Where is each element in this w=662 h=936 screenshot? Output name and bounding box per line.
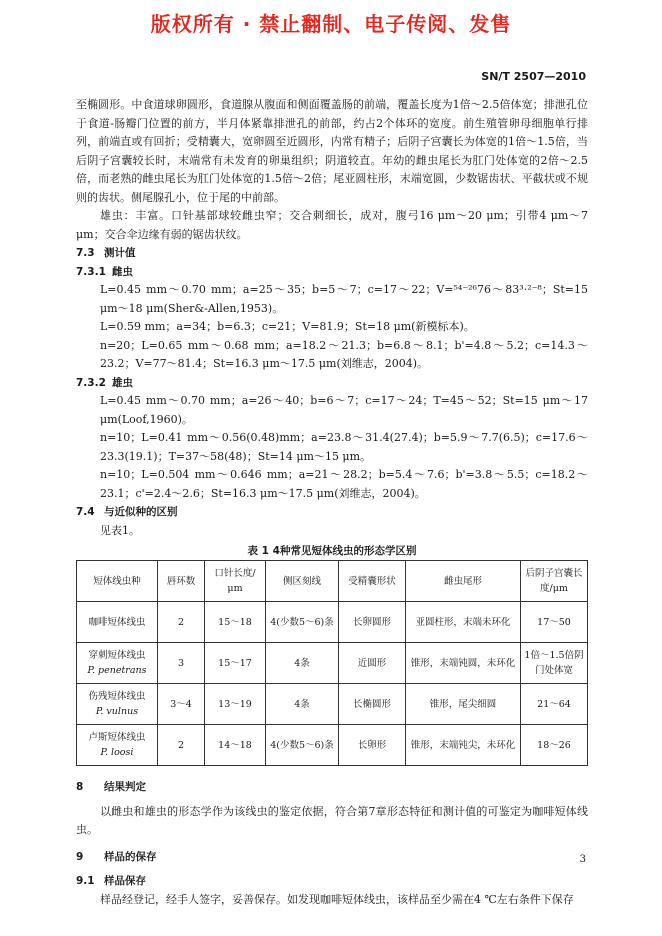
table-header-cell: 侧区刻线 — [266, 561, 339, 602]
page-number: 3 — [579, 854, 586, 865]
species-name: 卢斯短体线虫 — [88, 732, 146, 743]
male-measurement-3: n=10；L=0.504 mm～0.646 mm；a=21～28.2；b=5.4～7.6；b'=3.8～5.5；c=18.2～23.1；c'=2.4～2.6；St=16.3 μm～17.5 μm(刘维志，2004)。 — [100, 468, 588, 500]
table-row — [77, 643, 588, 684]
section-title: 测计值 — [104, 247, 136, 259]
species-name: 穿刺短体线虫 — [88, 650, 146, 661]
section-title: 样品的保存 — [104, 850, 157, 863]
lateral-field-cell: 4条 — [266, 643, 339, 684]
species-latin-name: P. vulnus — [95, 706, 139, 717]
male-measurement-1: L=0.45 mm～0.70 mm；a=26～40；b=6～7；c=17～24；T=45～52；St=15 μm～17 μm(Loof,1960)。 — [100, 394, 588, 426]
section-number: 7.3.2 — [76, 376, 106, 389]
female-measurement-2: L=0.59 mm；a=34；b=6.3；c=21；V=81.9；St=18 μm(新模标本)。 — [100, 320, 475, 333]
section-title: 雄虫 — [112, 376, 133, 389]
see-table-text: 见表1。 — [100, 523, 140, 537]
table-header-cell: 受精囊形状 — [339, 561, 406, 602]
species-name: 伤残短体线虫 — [88, 691, 146, 702]
document-body — [76, 96, 588, 909]
section-9-1-text: 样品经登记，经手人签字，妥善保存。如发现咖啡短体线虫，该样品至少需在4 ℃左右条件下保存 — [100, 892, 574, 906]
male-measurement-2: n=10；L=0.41 mm～0.56(0.48)mm；a=23.8～31.4(27.4)；b=5.9～7.7(6.5)；c=17.6～23.3(19.1)；T=37～58(48)；St=14 μm～15 μm。 — [100, 431, 588, 463]
table-header-cell: 雌虫尾形 — [406, 561, 521, 602]
section-number: 7.3.1 — [76, 265, 106, 278]
lateral-field-cell: 4(少数5～6)条 — [266, 602, 339, 643]
standard-code: SN/T 2507—2010 — [481, 70, 586, 83]
table-title: 表 1 4种常见短体线虫的形态学区别 — [247, 545, 417, 557]
tail-shape-cell: 锥形，末端钝圆，未环化 — [406, 643, 521, 684]
section-number: 7.4 — [76, 506, 95, 518]
species-cell — [77, 684, 158, 725]
table-header-cell: 口针长度/μm — [205, 561, 266, 602]
section-8-heading — [76, 778, 588, 797]
species-cell — [77, 643, 158, 684]
spermatheca-cell: 长椭圆形 — [339, 684, 406, 725]
lateral-field-cell: 4(少数5～6)条 — [266, 725, 339, 766]
male-description: 雄虫：丰富。口针基部球较雌虫窄；交合刺细长，成对，腹弓16 μm～20 μm；引带4 μm～7 μm；交合伞边缘有弱的锯齿状纹。 — [76, 209, 588, 241]
section-title: 结果判定 — [104, 781, 146, 793]
species-name: 咖啡短体线虫 — [88, 616, 146, 628]
lateral-field-cell: 4条 — [266, 684, 339, 725]
section-number: 7.3 — [76, 247, 95, 259]
species-latin-name: P. loosi — [100, 747, 134, 758]
species-cell — [77, 725, 158, 766]
tail-shape-cell: 锥形，尾尖细圆 — [406, 684, 521, 725]
copyright-watermark: 版权所有 · 禁止翻制、电子传阅、发售 — [150, 12, 512, 36]
section-title: 样品保存 — [104, 875, 146, 887]
table-row — [77, 725, 588, 766]
section-7-3-heading — [76, 244, 588, 263]
section-number: 9 — [76, 850, 84, 863]
stylet-cell: 13～19 — [205, 684, 266, 725]
stylet-cell: 15～18 — [205, 602, 266, 643]
spermatheca-cell: 近圆形 — [339, 643, 406, 684]
tail-shape-cell: 亚圆柱形，末端未环化 — [406, 602, 521, 643]
section-9-1-heading — [76, 872, 588, 891]
table-header-cell: 唇环数 — [158, 561, 205, 602]
spermatheca-cell: 长卵圆形 — [339, 602, 406, 643]
pus-length-cell: 17～50 — [521, 602, 588, 643]
female-measurement-3: n=20；L=0.65 mm～0.68 mm；a=18.2～21.3；b=6.8～8.1；b'=4.8～5.2；c=14.3～23.2；V=77～81.4；St=16.3 μm～17.5 μm(刘维志，2004)。 — [100, 338, 588, 370]
table-header-cell: 短体线虫种 — [77, 561, 158, 602]
female-measurement-1: L=0.45 mm～0.70 mm；a=25～35；b=5～7；c=17～22；V=⁵⁴⁻²⁶76～83³·²⁻⁸；St=15 μm～18 μm(Sher&-Allen,1953)。 — [100, 283, 588, 315]
pus-length-cell: 1倍～1.5倍阴门处体宽 — [521, 643, 588, 684]
spermatheca-cell: 长卵形 — [339, 725, 406, 766]
pus-length-cell: 18～26 — [521, 725, 588, 766]
tail-shape-cell: 锥形，末端钝尖，未环化 — [406, 725, 521, 766]
section-8-text: 以雌虫和雄虫的形态学作为该线虫的鉴定依据，符合第7章形态特征和测计值的可鉴定为咖啡短体线虫。 — [76, 804, 588, 836]
section-title: 与近似种的区别 — [104, 506, 178, 518]
lip-rings-cell: 2 — [158, 602, 205, 643]
lip-rings-cell: 3 — [158, 643, 205, 684]
table-header-cell: 后阴子宫囊长度/μm — [521, 561, 588, 602]
section-9-heading — [76, 848, 588, 867]
section-title: 雌虫 — [112, 265, 133, 278]
species-cell — [77, 602, 158, 643]
species-latin-name: P. penetrans — [87, 665, 147, 676]
stylet-cell: 14～18 — [205, 725, 266, 766]
intro-paragraph: 至椭圆形。中食道球卵圆形，食道腺从腹面和侧面覆盖肠的前端，覆盖长度为1倍～2.5倍体宽；排泄孔位于食道-肠瓣门位置的前方，半月体紧靠排泄孔的前部，约占2个体环的宽度。前生殖管卵母细胞单行排列，前端直或有回折；受精囊大，宽卵圆至近圆形，内常有精子；后阴子宫囊长为体宽的1倍～1.5倍，当后阴子宫囊较长时，末端常有未发育的卵巢组织；阴道较直。年幼的雌虫尾长为肛门处体宽的2倍～2.5倍，而老熟的雌虫尾长为肛门处体宽的1.5倍～2倍；尾亚圆柱形，末端宽圆，少数锯齿状、平截状或不规则的齿状。侧尾腺孔小，位于尾的中前部。 — [76, 98, 588, 204]
lip-rings-cell: 3～4 — [158, 684, 205, 725]
lip-rings-cell: 2 — [158, 725, 205, 766]
stylet-cell: 15～17 — [205, 643, 266, 684]
table-row — [77, 684, 588, 725]
section-number: 9.1 — [76, 875, 95, 887]
table-row — [77, 602, 588, 643]
section-7-3-2-heading — [76, 374, 588, 393]
table-header-row — [77, 561, 588, 602]
section-7-4-heading — [76, 503, 588, 522]
comparison-table — [76, 560, 588, 766]
section-number: 8 — [76, 781, 84, 793]
pus-length-cell: 21～64 — [521, 684, 588, 725]
section-7-3-1-heading — [76, 263, 588, 282]
